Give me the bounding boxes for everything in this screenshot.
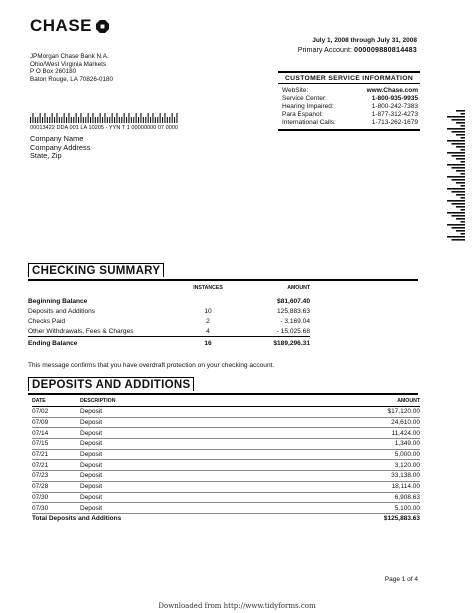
barcode-bar: [73, 117, 74, 123]
checking-summary-title: CHECKING SUMMARY: [28, 263, 164, 277]
barcode-bar: [61, 117, 62, 123]
logo-text: CHASE: [30, 16, 93, 35]
customer-service-rows: [278, 84, 420, 129]
barcode-bar: [452, 203, 466, 205]
deposit-date: 07/21: [32, 449, 80, 460]
cs-value: 1-713-262-1679: [371, 118, 418, 126]
deposit-amount: 5,100.00: [261, 503, 420, 514]
deposit-amount: 6,908.63: [261, 492, 420, 503]
summary-amount: $81,607.40: [276, 297, 310, 305]
postal-barcode: [30, 113, 180, 123]
deposit-amount: 1,349.00: [261, 439, 420, 450]
barcode-bar: [44, 113, 45, 123]
deposit-description: Deposit: [80, 407, 261, 418]
barcode-bar: [452, 227, 466, 229]
barcode-bar: [447, 212, 465, 214]
barcode-bar: [456, 170, 465, 172]
deposit-description: Deposit: [80, 503, 261, 514]
customer-service-box: [278, 71, 420, 131]
barcode-bar: [80, 113, 81, 123]
deposit-amount: 24,610.00: [261, 417, 420, 428]
summary-instances: 2: [206, 317, 210, 325]
barcode-bar: [164, 113, 165, 123]
barcode-bar: [461, 221, 466, 223]
chase-octagon-icon: [96, 20, 109, 33]
barcode-bar: [456, 182, 465, 184]
deposit-amount: 3,120.00: [261, 460, 420, 471]
barcode-bar: [100, 113, 101, 123]
barcode-bar: [461, 137, 466, 139]
barcode-bar: [66, 117, 67, 123]
barcode-bar: [138, 117, 139, 123]
barcode-bar: [47, 117, 48, 123]
barcode-bar: [157, 117, 158, 123]
barcode-bar: [104, 113, 105, 123]
deposit-date: 07/30: [32, 503, 80, 514]
summary-label: Checks Paid: [28, 317, 66, 325]
barcode-bar: [162, 117, 163, 123]
summary-amount: $189,296.31: [238, 337, 310, 349]
deposits-total-row: [32, 513, 420, 523]
table-row: [32, 481, 420, 492]
account-label: Primary Account:: [297, 45, 353, 54]
page-number: Page 1 of 4: [384, 576, 418, 583]
barcode-bar: [447, 116, 465, 118]
barcode-bar: [456, 110, 465, 112]
primary-account: [240, 45, 417, 54]
table-row: [32, 492, 420, 503]
checking-summary-rule: [28, 279, 418, 281]
chase-logo: [30, 16, 109, 36]
barcode-bar: [143, 117, 144, 123]
deposit-date: 07/21: [32, 460, 80, 471]
barcode-bar: [32, 113, 33, 123]
deposit-amount: 11,424.00: [261, 428, 420, 439]
barcode-bar: [452, 155, 466, 157]
summary-row: [28, 296, 310, 306]
barcode-bar: [461, 149, 466, 151]
barcode-bar: [131, 117, 132, 123]
deposit-date: 07/30: [32, 492, 80, 503]
table-row: [32, 449, 420, 460]
deposit-description: Deposit: [80, 439, 261, 450]
barcode-bar: [42, 117, 43, 123]
barcode-bar: [114, 117, 115, 123]
barcode-bar: [136, 113, 137, 123]
barcode-bar: [49, 117, 50, 123]
deposits-table: [32, 398, 420, 524]
barcode-bar: [78, 117, 79, 123]
barcode-bar: [447, 176, 465, 178]
barcode-bar: [148, 113, 149, 123]
barcode-bar: [35, 117, 36, 123]
customer-service-title: CUSTOMER SERVICE INFORMATION: [278, 73, 420, 84]
barcode-bar: [102, 117, 103, 123]
summary-row: [28, 326, 310, 337]
deposits-total-amount: $125,883.63: [261, 513, 420, 523]
mail-code-line: 00013422 DDA 001 LA 10205 - YYN T 1 00000000 07 0000: [30, 125, 179, 131]
table-row: [32, 503, 420, 514]
deposits-rule: [28, 393, 418, 395]
barcode-bar: [52, 113, 53, 123]
deposit-description: Deposit: [80, 449, 261, 460]
barcode-bar: [107, 117, 108, 123]
bank-address-line: Baton Rouge, LA 70826-0180: [30, 75, 113, 83]
barcode-bar: [447, 188, 465, 190]
amount-header: AMOUNT: [287, 285, 310, 291]
barcode-bar: [452, 131, 466, 133]
barcode-bar: [461, 197, 466, 199]
customer-address-line: Company Name: [30, 134, 84, 143]
barcode-bar: [447, 152, 465, 154]
barcode-bar: [126, 117, 127, 123]
instances-header: INSTANCES: [193, 285, 223, 291]
barcode-bar: [76, 113, 77, 123]
deposits-title: DEPOSITS AND ADDITIONS: [28, 377, 194, 391]
barcode-bar: [140, 113, 141, 123]
barcode-bar: [447, 224, 465, 226]
customer-address-line: State, Zip: [30, 151, 62, 160]
bank-address: [30, 53, 113, 83]
deposit-description: Deposit: [80, 428, 261, 439]
customer-service-row: [282, 103, 418, 111]
account-number: 000009880814483: [354, 45, 417, 54]
summary-label: Beginning Balance: [28, 297, 88, 305]
deposit-description: Deposit: [80, 481, 261, 492]
bank-address-line: JPMorgan Chase Bank N.A.: [30, 53, 109, 60]
barcode-bar: [452, 215, 466, 217]
statement-period: July 1, 2008 through July 31, 2008: [312, 37, 417, 44]
deposit-description: Deposit: [80, 492, 261, 503]
table-row: [32, 439, 420, 450]
deposit-description: Deposit: [80, 471, 261, 482]
barcode-bar: [119, 117, 120, 123]
barcode-bar: [121, 117, 122, 123]
barcode-bar: [461, 161, 466, 163]
summary-amount: - 15,025.68: [276, 327, 310, 335]
barcode-bar: [145, 117, 146, 123]
barcode-bar: [456, 134, 465, 136]
cs-label: Service Center:: [282, 94, 327, 102]
download-footer: [0, 602, 474, 610]
table-row: [32, 428, 420, 439]
amount-header: AMOUNT: [261, 398, 420, 407]
barcode-bar: [456, 230, 465, 232]
deposit-date: 07/23: [32, 471, 80, 482]
barcode-bar: [172, 113, 173, 123]
summary-row: [28, 306, 310, 316]
cs-label: WebSite:: [282, 87, 309, 94]
deposit-description: Deposit: [80, 417, 261, 428]
deposit-date: 07/15: [32, 439, 80, 450]
cs-value: 1-800-242-7383: [371, 102, 418, 110]
barcode-bar: [37, 117, 38, 123]
barcode-bar: [447, 164, 465, 166]
barcode-bar: [109, 117, 110, 123]
table-row: [32, 417, 420, 428]
deposit-date: 07/09: [32, 417, 80, 428]
barcode-bar: [447, 128, 465, 130]
cs-label: Hearing Impaired:: [282, 102, 334, 110]
barcode-bar: [456, 146, 465, 148]
barcode-bar: [116, 113, 117, 123]
summary-row: [28, 337, 310, 349]
deposit-description: Deposit: [80, 460, 261, 471]
barcode-bar: [71, 117, 72, 123]
barcode-bar: [133, 117, 134, 123]
barcode-bar: [68, 113, 69, 123]
barcode-bar: [452, 119, 466, 121]
barcode-bar: [452, 167, 466, 169]
cs-value: www.Chase.com: [366, 87, 418, 94]
barcode-bar: [152, 113, 153, 123]
deposit-amount: $17,120.00: [261, 407, 420, 418]
barcode-bar: [83, 117, 84, 123]
barcode-bar: [128, 113, 129, 123]
barcode-bar: [461, 209, 466, 211]
barcode-bar: [447, 140, 465, 142]
barcode-bar: [88, 113, 89, 123]
customer-address: [30, 135, 90, 161]
barcode-bar: [456, 218, 465, 220]
barcode-bar: [447, 200, 465, 202]
barcode-bar: [452, 239, 466, 241]
summary-label: Deposits and Additions: [28, 307, 96, 315]
bank-address-line: Ohio/West Virginia Markets: [30, 60, 107, 68]
summary-instances: 16: [178, 337, 238, 349]
barcode-bar: [452, 179, 466, 181]
barcode-bar: [461, 185, 466, 187]
barcode-bar: [97, 117, 98, 123]
barcode-bar: [461, 233, 466, 235]
table-row: [32, 407, 420, 418]
overdraft-message: This message confirms that you have overdraft protection on your checking account.: [28, 362, 275, 369]
barcode-bar: [90, 117, 91, 123]
customer-service-row: [282, 95, 418, 103]
barcode-bar: [169, 117, 170, 123]
customer-service-row: [282, 119, 418, 127]
deposit-date: 07/14: [32, 428, 80, 439]
barcode-bar: [160, 113, 161, 123]
deposit-amount: 5,000.00: [261, 449, 420, 460]
barcode-bar: [456, 158, 465, 160]
barcode-bar: [176, 113, 177, 123]
barcode-bar: [167, 117, 168, 123]
footer-link[interactable]: http://www.tidyforms.com: [223, 602, 316, 610]
barcode-bar: [64, 113, 65, 123]
date-header: DATE: [32, 398, 80, 407]
cs-value: 1-877-312-4273: [371, 110, 418, 118]
table-row: [32, 460, 420, 471]
deposits-total-label: Total Deposits and Additions: [32, 513, 261, 523]
barcode-bar: [456, 206, 465, 208]
summary-amount: 125,883.63: [276, 307, 310, 315]
customer-address-line: Company Address: [30, 142, 91, 152]
barcode-bar: [155, 117, 156, 123]
cs-label: International Calls:: [282, 118, 336, 126]
customer-service-row: [282, 87, 418, 95]
summary-label: Other Withdrawals, Fees & Charges: [28, 327, 134, 335]
cs-value: 1-800-935-9935: [371, 94, 418, 102]
barcode-bar: [461, 113, 466, 115]
customer-service-row: [282, 111, 418, 119]
deposit-date: 07/02: [32, 407, 80, 418]
deposit-amount: 18,114.00: [261, 481, 420, 492]
description-header: DESCRIPTION: [80, 398, 261, 407]
barcode-bar: [452, 191, 466, 193]
summary-instances: 10: [204, 307, 212, 315]
cs-label: Para Espanol:: [282, 110, 323, 118]
barcode-bar: [174, 117, 175, 123]
barcode-bar: [456, 194, 465, 196]
barcode-bar: [92, 113, 93, 123]
barcode-bar: [59, 117, 60, 123]
barcode-bar: [112, 113, 113, 123]
footer-prefix: Downloaded from: [158, 602, 224, 610]
vertical-barcode: [443, 110, 465, 242]
barcode-bar: [40, 113, 41, 123]
summary-instances: 4: [206, 327, 210, 335]
barcode-bar: [452, 143, 466, 145]
table-row: [32, 471, 420, 482]
barcode-bar: [85, 117, 86, 123]
barcode-bar: [150, 117, 151, 123]
barcode-bar: [95, 117, 96, 123]
barcode-bar: [124, 113, 125, 123]
barcode-bar: [54, 117, 55, 123]
deposit-date: 07/28: [32, 481, 80, 492]
barcode-bar: [461, 125, 466, 127]
deposit-amount: 33,138.00: [261, 471, 420, 482]
barcode-bar: [456, 122, 465, 124]
summary-label: Ending Balance: [28, 337, 178, 349]
summary-instances: [178, 296, 238, 306]
barcode-bar: [447, 236, 465, 238]
summary-amount: - 3,169.04: [280, 317, 310, 325]
barcode-bar: [30, 117, 31, 123]
checking-summary-table: [28, 285, 310, 348]
summary-row: [28, 316, 310, 326]
bank-address-line: P O Box 260180: [30, 68, 77, 76]
barcode-bar: [461, 173, 466, 175]
barcode-bar: [56, 113, 57, 123]
